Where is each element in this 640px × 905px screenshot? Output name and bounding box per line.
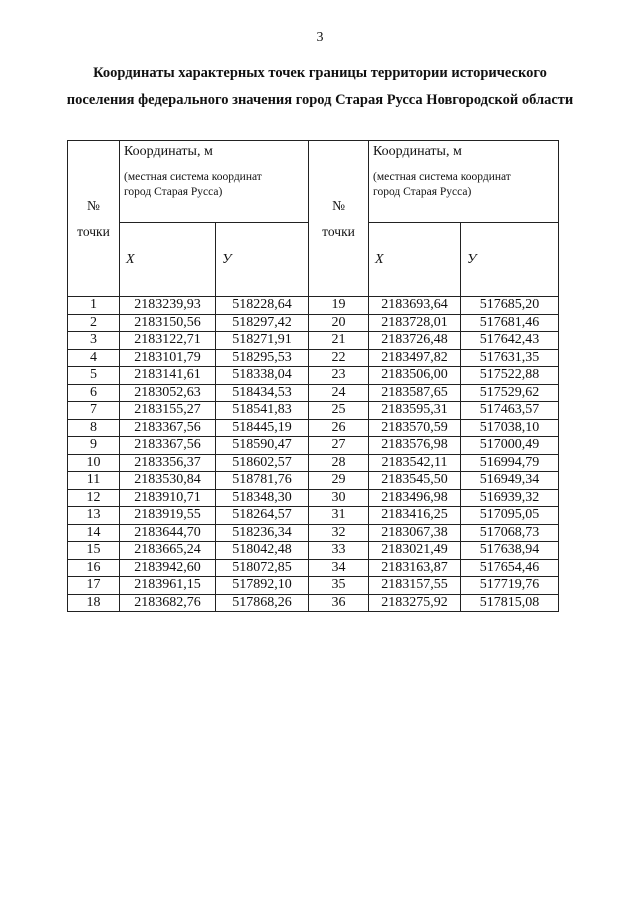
table-row	[68, 472, 559, 490]
x-coordinate-cell: 2183163,87	[369, 559, 461, 577]
y-coordinate-cell: 518228,64	[216, 297, 309, 315]
x-coordinate-cell: 2183101,79	[120, 349, 216, 367]
point-number-cell: 12	[68, 489, 120, 507]
y-coordinate-cell: 518297,42	[216, 314, 309, 332]
x-coordinate-cell: 2183141,61	[120, 367, 216, 385]
y-coordinate-cell: 518781,76	[216, 472, 309, 490]
x-coordinate-cell: 2183052,63	[120, 384, 216, 402]
coordinates-table	[67, 140, 559, 612]
y-coordinate-cell: 516994,79	[461, 454, 559, 472]
table-row	[68, 577, 559, 595]
x-coordinate-cell: 2183367,56	[120, 419, 216, 437]
x-coordinate-cell: 2183961,15	[120, 577, 216, 595]
x-coordinate-cell: 2183665,24	[120, 542, 216, 560]
table-row	[68, 559, 559, 577]
point-label: точки	[77, 223, 110, 239]
point-number-cell: 25	[309, 402, 369, 420]
y-coordinate-cell: 517681,46	[461, 314, 559, 332]
point-number-cell: 20	[309, 314, 369, 332]
y-coordinate-cell: 517095,05	[461, 507, 559, 525]
x-coordinate-cell: 2183150,56	[120, 314, 216, 332]
point-number-cell: 21	[309, 332, 369, 350]
point-number-cell: 36	[309, 594, 369, 612]
point-number-cell: 24	[309, 384, 369, 402]
point-number-cell: 11	[68, 472, 120, 490]
coordinates-title: Координаты, м	[373, 144, 462, 159]
point-number-cell: 2	[68, 314, 120, 332]
point-number-cell: 35	[309, 577, 369, 595]
table-row	[68, 402, 559, 420]
x-coordinate-cell: 2183497,82	[369, 349, 461, 367]
point-number-cell: 16	[68, 559, 120, 577]
point-number-cell: 31	[309, 507, 369, 525]
y-coordinate-cell: 518236,34	[216, 524, 309, 542]
y-coordinate-cell: 517719,76	[461, 577, 559, 595]
x-coordinate-cell: 2183542,11	[369, 454, 461, 472]
point-number-cell: 18	[68, 594, 120, 612]
table-row	[68, 454, 559, 472]
y-coordinate-cell: 517815,08	[461, 594, 559, 612]
point-number-cell: 23	[309, 367, 369, 385]
point-number-cell: 13	[68, 507, 120, 525]
x-coordinate-cell: 2183576,98	[369, 437, 461, 455]
x-coordinate-cell: 2183693,64	[369, 297, 461, 315]
x-coordinate-cell: 2183919,55	[120, 507, 216, 525]
y-coordinate-cell: 517685,20	[461, 297, 559, 315]
y-coordinate-cell: 517038,10	[461, 419, 559, 437]
point-label: точки	[322, 223, 355, 239]
table-row	[68, 367, 559, 385]
y-coordinate-cell: 518264,57	[216, 507, 309, 525]
y-coordinate-cell: 518445,19	[216, 419, 309, 437]
point-number-cell: 10	[68, 454, 120, 472]
point-number-cell: 34	[309, 559, 369, 577]
x-coordinate-cell: 2183021,49	[369, 542, 461, 560]
x-coordinate-cell: 2183239,93	[120, 297, 216, 315]
x-coordinate-cell: 2183728,01	[369, 314, 461, 332]
x-coordinate-cell: 2183067,38	[369, 524, 461, 542]
x-coordinate-cell: 2183122,71	[120, 332, 216, 350]
x-coordinate-cell: 2183910,71	[120, 489, 216, 507]
point-number-cell: 29	[309, 472, 369, 490]
title-line-2: поселения федерального значения город Старая Русса Новгородской области	[66, 92, 574, 108]
title-line-1: Координаты характерных точек границы территории исторического	[93, 65, 547, 81]
x-axis-header-left: X	[120, 223, 216, 297]
coordinates-header-left	[120, 141, 309, 223]
y-coordinate-cell: 517892,10	[216, 577, 309, 595]
x-coordinate-cell: 2183530,84	[120, 472, 216, 490]
point-number-cell: 15	[68, 542, 120, 560]
point-number-cell: 27	[309, 437, 369, 455]
y-coordinate-cell: 517654,46	[461, 559, 559, 577]
y-coordinate-cell: 518602,57	[216, 454, 309, 472]
point-number-cell: 4	[68, 349, 120, 367]
y-coordinate-cell: 517068,73	[461, 524, 559, 542]
y-coordinate-cell: 518295,53	[216, 349, 309, 367]
point-number-cell: 28	[309, 454, 369, 472]
x-coordinate-cell: 2183570,59	[369, 419, 461, 437]
x-coordinate-cell: 2183275,92	[369, 594, 461, 612]
y-coordinate-cell: 517638,94	[461, 542, 559, 560]
y-axis-header-right: У	[461, 223, 559, 297]
table-row	[68, 507, 559, 525]
point-number-cell: 5	[68, 367, 120, 385]
y-axis-header-left: У	[216, 223, 309, 297]
y-coordinate-cell: 518072,85	[216, 559, 309, 577]
point-number-header-left	[68, 141, 120, 297]
table-row	[68, 524, 559, 542]
x-coordinate-cell: 2183496,98	[369, 489, 461, 507]
y-coordinate-cell: 517529,62	[461, 384, 559, 402]
y-coordinate-cell: 518590,47	[216, 437, 309, 455]
x-coordinate-cell: 2183644,70	[120, 524, 216, 542]
y-coordinate-cell: 516949,34	[461, 472, 559, 490]
table-row	[68, 542, 559, 560]
y-coordinate-cell: 518434,53	[216, 384, 309, 402]
coordinates-subtitle-1: (местная система координат	[373, 171, 511, 183]
point-number-cell: 26	[309, 419, 369, 437]
y-coordinate-cell: 518271,91	[216, 332, 309, 350]
y-coordinate-cell: 517000,49	[461, 437, 559, 455]
y-coordinate-cell: 517631,35	[461, 349, 559, 367]
x-coordinate-cell: 2183155,27	[120, 402, 216, 420]
y-coordinate-cell: 517463,57	[461, 402, 559, 420]
point-number-cell: 14	[68, 524, 120, 542]
point-number-cell: 9	[68, 437, 120, 455]
x-coordinate-cell: 2183506,00	[369, 367, 461, 385]
point-number-cell: 7	[68, 402, 120, 420]
point-number-cell: 19	[309, 297, 369, 315]
y-coordinate-cell: 518042,48	[216, 542, 309, 560]
x-coordinate-cell: 2183595,31	[369, 402, 461, 420]
coordinates-subtitle-2: город Старая Русса)	[124, 186, 223, 198]
x-coordinate-cell: 2183545,50	[369, 472, 461, 490]
point-number-cell: 30	[309, 489, 369, 507]
coordinates-header-right	[369, 141, 559, 223]
coordinates-subtitle-2: город Старая Русса)	[373, 186, 472, 198]
x-coordinate-cell: 2183682,76	[120, 594, 216, 612]
document-title	[40, 60, 600, 114]
point-number-cell: 33	[309, 542, 369, 560]
point-number-cell: 32	[309, 524, 369, 542]
x-coordinate-cell: 2183942,60	[120, 559, 216, 577]
table-row	[68, 349, 559, 367]
table-row	[68, 489, 559, 507]
table-header-row	[68, 141, 559, 223]
no-sign: №	[87, 197, 100, 213]
point-number-cell: 1	[68, 297, 120, 315]
x-coordinate-cell: 2183416,25	[369, 507, 461, 525]
table-row	[68, 384, 559, 402]
point-number-cell: 17	[68, 577, 120, 595]
point-number-cell: 8	[68, 419, 120, 437]
x-coordinate-cell: 2183356,37	[120, 454, 216, 472]
x-coordinate-cell: 2183726,48	[369, 332, 461, 350]
point-number-cell: 22	[309, 349, 369, 367]
table-row	[68, 332, 559, 350]
y-coordinate-cell: 517642,43	[461, 332, 559, 350]
y-coordinate-cell: 518348,30	[216, 489, 309, 507]
no-sign: №	[332, 197, 345, 213]
x-coordinate-cell: 2183367,56	[120, 437, 216, 455]
x-coordinate-cell: 2183157,55	[369, 577, 461, 595]
x-coordinate-cell: 2183587,65	[369, 384, 461, 402]
table-row	[68, 437, 559, 455]
table-row	[68, 297, 559, 315]
point-number-cell: 6	[68, 384, 120, 402]
point-number-cell: 3	[68, 332, 120, 350]
coordinates-subtitle-1: (местная система координат	[124, 171, 262, 183]
y-coordinate-cell: 517522,88	[461, 367, 559, 385]
table-row	[68, 419, 559, 437]
y-coordinate-cell: 518541,83	[216, 402, 309, 420]
x-axis-header-right: X	[369, 223, 461, 297]
page-number: 3	[316, 30, 324, 45]
coordinates-title: Координаты, м	[124, 144, 213, 159]
y-coordinate-cell: 516939,32	[461, 489, 559, 507]
table-row	[68, 594, 559, 612]
y-coordinate-cell: 517868,26	[216, 594, 309, 612]
table-row	[68, 314, 559, 332]
y-coordinate-cell: 518338,04	[216, 367, 309, 385]
point-number-header-right	[309, 141, 369, 297]
